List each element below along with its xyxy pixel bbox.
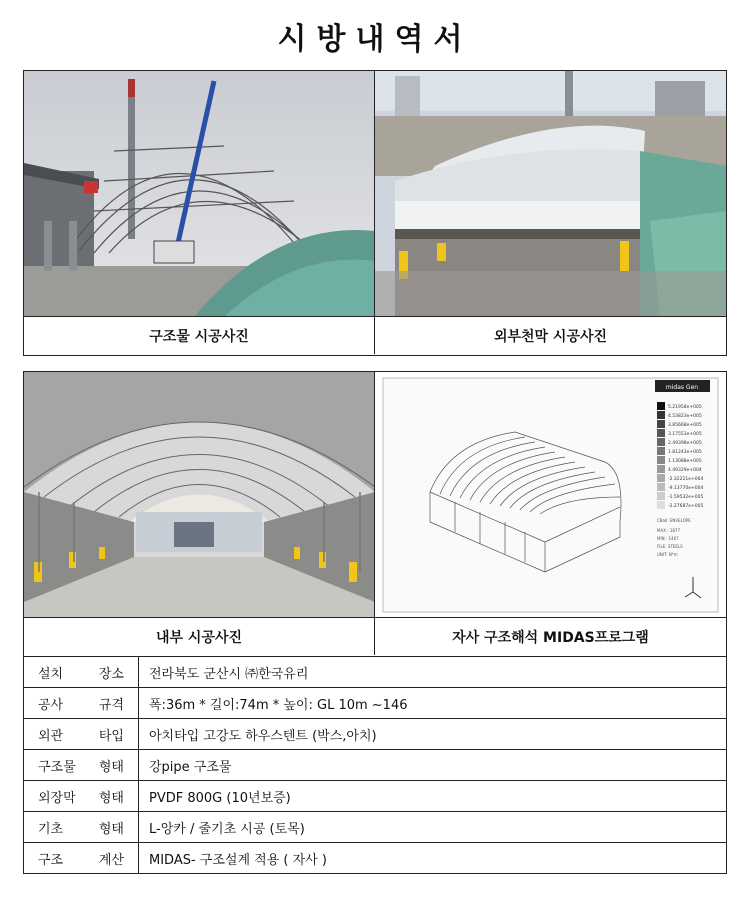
photo-grid-bottom (23, 371, 727, 657)
spec-table (23, 656, 727, 874)
legend-value: -9.13770e+004 (668, 486, 704, 491)
spec-label: 구조 계산 (24, 843, 139, 874)
spec-value: 아치타입 고강도 하우스텐트 (박스,아치) (139, 719, 727, 750)
svg-text:UNIT: N*m: UNIT: N*m (657, 552, 678, 557)
legend-value: 4.53823e+005 (668, 414, 702, 419)
legend-value: 1.81243e+005 (668, 450, 702, 455)
legend-value: 5.21958e+005 (668, 405, 702, 410)
photo-grid-top (23, 70, 727, 356)
legend-swatch (657, 483, 665, 491)
legend-swatch (657, 474, 665, 482)
legend-swatch (657, 501, 665, 509)
spec-value: PVDF 800G (10년보증) (139, 781, 727, 812)
legend-swatch (657, 456, 665, 464)
spec-row (24, 843, 727, 874)
svg-text:MAX : 1877: MAX : 1877 (657, 528, 680, 533)
spec-label: 구조물 형태 (24, 750, 139, 781)
photo-caption: 구조물 시공사진 (24, 317, 375, 354)
legend-value: 2.49398e+005 (668, 441, 702, 446)
legend-swatch (657, 492, 665, 500)
spec-value: MIDAS- 구조설계 적용 ( 자사 ) (139, 843, 727, 874)
spec-label: 기초 형태 (24, 812, 139, 843)
legend-swatch (657, 402, 665, 410)
spec-label: 공사 규격 (24, 688, 139, 719)
legend-swatch (657, 465, 665, 473)
spec-row (24, 657, 727, 688)
legend-value: -1.59532e+005 (668, 495, 704, 500)
legend-swatch (657, 429, 665, 437)
midas-structural-model (375, 372, 726, 618)
legend-swatch (657, 411, 665, 419)
photo-caption: 자사 구조해석 MIDAS프로그램 (452, 629, 649, 646)
spec-value: 폭:36m * 길이:74m * 높이: GL 10m ~146 (139, 688, 727, 719)
interior-photo (24, 372, 375, 618)
midas-legend-header: midas Gen (665, 384, 699, 391)
legend-swatch (657, 447, 665, 455)
construction-frame-photo (24, 71, 375, 317)
legend-value: -2.27687e+005 (668, 504, 704, 509)
legend-value: 1.13088e+005 (668, 459, 702, 464)
legend-swatch (657, 420, 665, 428)
spec-row (24, 688, 727, 719)
legend-value: 3.17553e+005 (668, 432, 702, 437)
spec-row (24, 719, 727, 750)
photo-caption: 내부 시공사진 (24, 618, 375, 655)
spec-value: 전라북도 군산시 ㈜한국유리 (139, 657, 727, 688)
legend-value: -2.32221e+004 (668, 477, 704, 482)
legend-swatch (657, 438, 665, 446)
legend-value: 4.49329e+004 (668, 468, 702, 473)
svg-text:MIN : 1467: MIN : 1467 (657, 536, 679, 541)
photo-caption: 외부천막 시공사진 (493, 328, 608, 345)
legend-value: 3.85668e+005 (668, 423, 702, 428)
spec-label: 외장막 형태 (24, 781, 139, 812)
svg-text:FILE: STEELS: FILE: STEELS (657, 544, 683, 549)
spec-row (24, 750, 727, 781)
spec-row (24, 812, 727, 843)
spec-label: 외관 타입 (24, 719, 139, 750)
spec-value: L-앙카 / 줄기초 시공 (토목) (139, 812, 727, 843)
document-title: 시방내역서 (277, 22, 473, 57)
exterior-membrane-photo (375, 71, 726, 317)
spec-row (24, 781, 727, 812)
spec-label: 설치 장소 (24, 657, 139, 688)
svg-text:CBall: ENVELOPE: CBall: ENVELOPE (657, 518, 691, 523)
spec-value: 강pipe 구조물 (139, 750, 727, 781)
